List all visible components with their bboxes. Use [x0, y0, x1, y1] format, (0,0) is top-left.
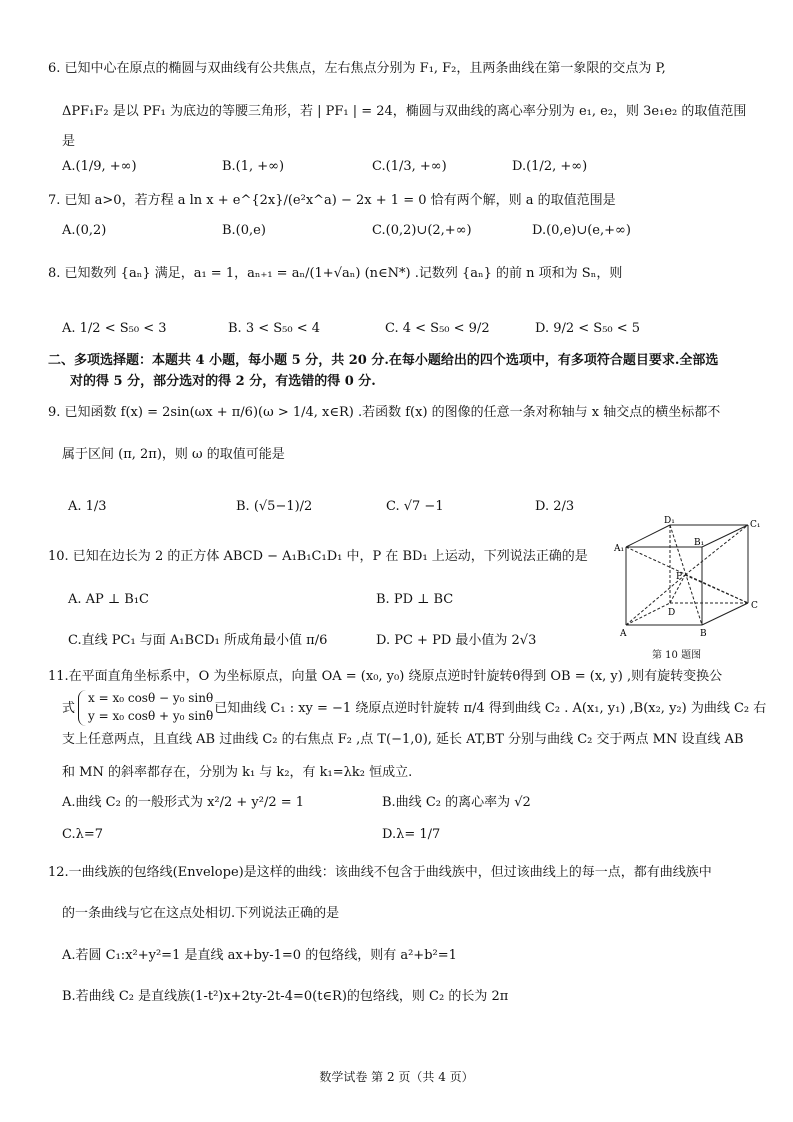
section2-heading-line1: 二、多项选择题：本题共 4 小题，每小题 5 分，共 20 分.在每小题给出的四个选项中，有多项符合题目要求.全部选: [48, 353, 719, 368]
fig-label-d1: D₁: [664, 516, 675, 526]
fig-label-a: A: [620, 629, 627, 639]
q12-option-b: B.若曲线 C₂ 是直线族(1-t²)x+2ty-2t-4=0(t∈R)的包络线，则 C₂ 的长为 2π: [62, 989, 509, 1004]
q9-option-b: B. (√5−1)/2: [236, 499, 313, 514]
q9-line2: 属于区间 (π, 2π)，则 ω 的取值可能是: [62, 447, 285, 462]
q10-option-a: A. AP ⊥ B₁C: [68, 592, 149, 607]
q6-option-b: B.(1, +∞): [222, 159, 285, 174]
q11-option-b: B.曲线 C₂ 的离心率为 √2: [382, 795, 531, 810]
q7-option-b: B.(0,e): [222, 223, 266, 238]
q6-line1: 6. 已知中心在原点的椭圆与双曲线有公共焦点，左右焦点分别为 F₁, F₂，且两条曲线在第一象限的交点为 P,: [48, 61, 666, 76]
q6-option-c: C.(1/3, +∞): [372, 159, 447, 174]
q9-option-a: A. 1/3: [68, 499, 107, 514]
q6-line3: 是: [62, 134, 76, 149]
q9-option-d: D. 2/3: [535, 499, 575, 514]
q6-line2: ΔPF₁F₂ 是以 PF₁ 为底边的等腰三角形，若 | PF₁ | = 24，椭圆与双曲线的离心率分别为 e₁, e₂，则 3e₁e₂ 的取值范围: [62, 104, 747, 119]
q11-option-a: A.曲线 C₂ 的一般形式为 x²/2 + y²/2 = 1: [62, 795, 305, 810]
cube-figure: [612, 515, 768, 643]
fig-label-b1: B₁: [694, 538, 705, 548]
fig-label-b: B: [700, 629, 707, 639]
q8-option-d: D. 9/2 < S₅₀ < 5: [535, 321, 641, 336]
fig-label-a1: A₁: [614, 544, 625, 554]
fig-label-d: D: [668, 608, 676, 618]
q10-option-b: B. PD ⊥ BC: [376, 592, 454, 607]
q7-line1: 7. 已知 a>0，若方程 a ln x + e^{2x}/(e²x^a) − 2x + 1 = 0 恰有两个解，则 a 的取值范围是: [48, 193, 616, 208]
q9-line1: 9. 已知函数 f(x) = 2sin(ωx + π/6)(ω > 1/4, x∈R) .若函数 f(x) 的图像的任意一条对称轴与 x 轴交点的横坐标都不: [48, 405, 721, 420]
q12-option-a: A.若圆 C₁:x²+y²=1 是直线 ax+by-1=0 的包络线，则有 a²+b²=1: [62, 948, 457, 963]
q12-line1: 12.一曲线族的包络线(Envelope)是这样的曲线：该曲线不包含于曲线族中，但过该曲线上的每一点，都有曲线族中: [48, 865, 712, 880]
q9-option-c: C. √7 −1: [386, 499, 444, 514]
fig-label-c1: C₁: [750, 520, 761, 530]
q8-option-b: B. 3 < S₅₀ < 4: [228, 321, 321, 336]
q8-option-a: A. 1/2 < S₅₀ < 3: [62, 321, 167, 336]
q11-line4: 和 MN 的斜率都存在，分别为 k₁ 与 k₂，有 k₁=λk₂ 恒成立.: [62, 765, 413, 780]
page-footer: 数学试卷 第 2 页（共 4 页）: [319, 1070, 474, 1084]
q11-line1: 11.在平面直角坐标系中，O 为坐标原点，向量 OA = (x₀, y₀) 绕原点逆时针旋转θ得到 OB = (x, y) ,则有旋转变换公: [48, 669, 723, 684]
brace-icon: [78, 690, 87, 726]
q6-option-d: D.(1/2, +∞): [512, 159, 588, 174]
q10-line1: 10. 已知在边长为 2 的正方体 ABCD − A₁B₁C₁D₁ 中，P 在 BD₁ 上运动，下列说法正确的是: [48, 549, 588, 564]
q7-option-d: D.(0,e)∪(e,+∞): [532, 223, 631, 238]
q7-option-a: A.(0,2): [62, 223, 107, 238]
q11-formula1: x = x₀ cosθ − y₀ sinθ: [88, 691, 214, 705]
q10-option-c: C.直线 PC₁ 与面 A₁BCD₁ 所成角最小值 π/6: [68, 633, 328, 648]
q11-line2a: 式: [62, 701, 76, 716]
q11-option-c: C.λ=7: [62, 827, 104, 842]
q7-option-c: C.(0,2)∪(2,+∞): [372, 223, 472, 238]
q12-line2: 的一条曲线与它在这点处相切.下列说法正确的是: [62, 906, 340, 921]
q11-line3: 支上任意两点，且直线 AB 过曲线 C₂ 的右焦点 F₂ ,点 T(−1,0), 延长 AT,BT 分别与曲线 C₂ 交于两点 MN 设直线 AB: [62, 732, 744, 747]
section2-heading-line2: 对的得 5 分，部分选对的得 2 分，有选错的得 0 分.: [70, 374, 376, 389]
q8-line1: 8. 已知数列 {aₙ} 满足，a₁ = 1，aₙ₊₁ = aₙ/(1+√aₙ) (n∈N*) .记数列 {aₙ} 的前 n 项和为 Sₙ，则: [48, 266, 623, 281]
q10-option-d: D. PC + PD 最小值为 2√3: [376, 633, 537, 648]
q6-option-a: A.(1/9, +∞): [62, 159, 137, 174]
q11-line2b: . 已知曲线 C₁ : xy = −1 绕原点逆时针旋转 π/4 得到曲线 C₂ . A(x₁, y₁) ,B(x₂, y₂) 为曲线 C₂ 右: [206, 701, 767, 716]
q11-option-d: D.λ= 1/7: [382, 827, 441, 842]
q11-formula2: y = x₀ cosθ + y₀ sinθ: [88, 709, 214, 723]
q8-option-c: C. 4 < S₅₀ < 9/2: [385, 321, 490, 336]
figure-caption: 第 10 题图: [652, 650, 702, 661]
fig-label-p: P: [676, 572, 683, 582]
fig-label-c: C: [751, 601, 758, 611]
